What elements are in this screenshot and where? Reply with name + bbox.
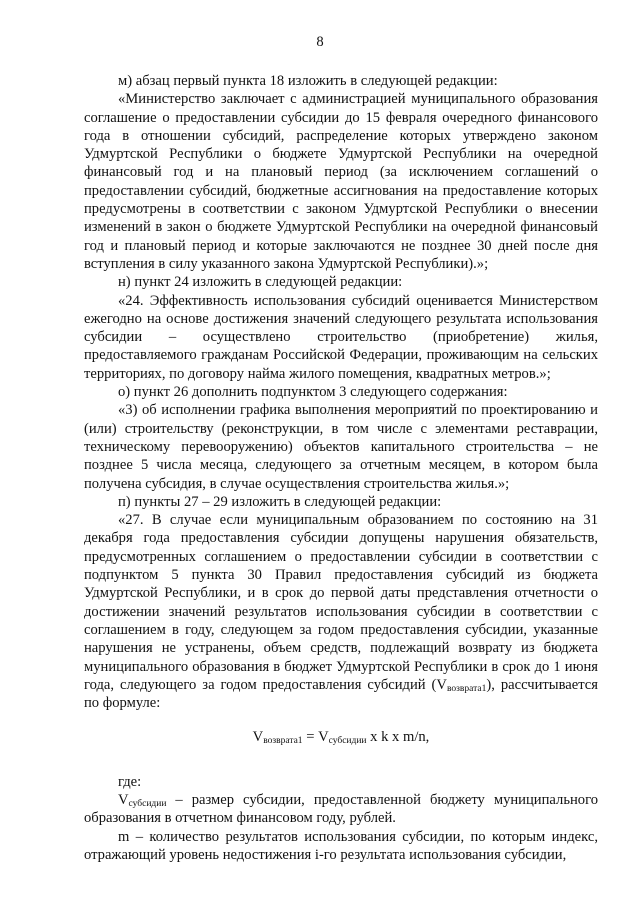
v-definition: – размер субсидии, предоставленной бюджету муниципального образования в отчетном финансовом году, рублей. <box>84 791 598 827</box>
document-body <box>84 72 598 864</box>
paragraph-27-tail: ), рассчитывается по формуле: <box>84 676 598 712</box>
paragraph-3-schedule: «3) об исполнении графика выполнения мероприятий по проектированию и (или) строительству (реконструкции, в том числе с элементами реставрации, техническому перевооружению) объектов капитального строительства – не позднее 5 числа месяца, следующего за отчетным месяцем, в котором была получена субсидия, в случае осуществления строительства жилья.»; <box>84 402 598 492</box>
formula <box>84 728 598 746</box>
page-number: 8 <box>316 34 324 50</box>
paragraph-v-subsidy <box>84 791 598 828</box>
paragraph-m-count: m – количество результатов использования субсидии, по которым индекс, отражающий уровень недостижения i-го результата использования субсидии, <box>84 828 598 863</box>
v-symbol: V <box>118 791 129 808</box>
formula-rest: x k x m/n, <box>366 729 430 746</box>
formula-lhs-subscript: возврата1 <box>263 736 303 747</box>
v-subscript: субсидии <box>128 798 167 809</box>
paragraph-p: п) пункты 27 – 29 изложить в следующей редакции: <box>118 493 442 510</box>
paragraph-where: где: <box>118 773 142 790</box>
paragraph-m: м) абзац первый пункта 18 изложить в следующей редакции: <box>118 73 498 89</box>
paragraph-ministry-agreement: «Министерство заключает с администрацией муниципального образования соглашение о предоставлении субсидии до 15 февраля очередного финансового года в отношении субсидий, распределение которых утверждено законом Удмуртской Республики о бюджете Удмуртской Республики на очередной финансовый год и на плановый период (за исключением соглашений о предоставлении субсидий, бюджетные ассигнования на предоставление которых предусмотрены в соответствии с законом Удмуртской Республики о внесении изменений в закон о бюджете Удмуртской Республики на очередной финансовый год и плановый период и которые заключаются не позднее 30 дней после дня вступления в силу указанного закона Удмуртской Республики).»; <box>84 91 598 272</box>
paragraph-27 <box>84 511 598 712</box>
formula-equals: = V <box>302 729 329 746</box>
paragraph-24: «24. Эффективность использования субсидий оценивается Министерством ежегодно на основе достижения значений следующего результата использования субсидии – осуществлено строительство (приобретение) жилья, предоставляемого гражданам Российской Федерации, проживающим на сельских территориях, по договору найма жилого помещения, квадратных метров.»; <box>84 292 598 382</box>
paragraph-27-text: «27. В случае если муниципальным образованием по состоянию на 31 декабря года предоставления субсидии допущены нарушения обязательств, предусмотренных соглашением о предоставлении субсидии в соответствии с подпунктом 5 пункта 30 Правил предоставления субсидий из бюджета Удмуртской Республики, и в срок до первой даты представления отчетности о достижении значений результатов использования субсидии в соответствии с соглашением в году, следующем за годом предоставления субсидии, указанные нарушения не устранены, объем средств, подлежащий возврату из бюджета муниципального образования в бюджет Удмуртской Республики в срок до 1 июня года, следующего за годом предоставления субсидий (V <box>84 512 598 693</box>
formula-lhs: V <box>252 729 264 746</box>
paragraph-o: о) пункт 26 дополнить подпунктом 3 следующего содержания: <box>118 384 508 401</box>
paragraph-27-subscript: возврата1 <box>446 683 487 694</box>
paragraph-n: н) пункт 24 изложить в следующей редакции: <box>118 274 403 291</box>
formula-rhs-subscript: субсидии <box>328 736 367 747</box>
